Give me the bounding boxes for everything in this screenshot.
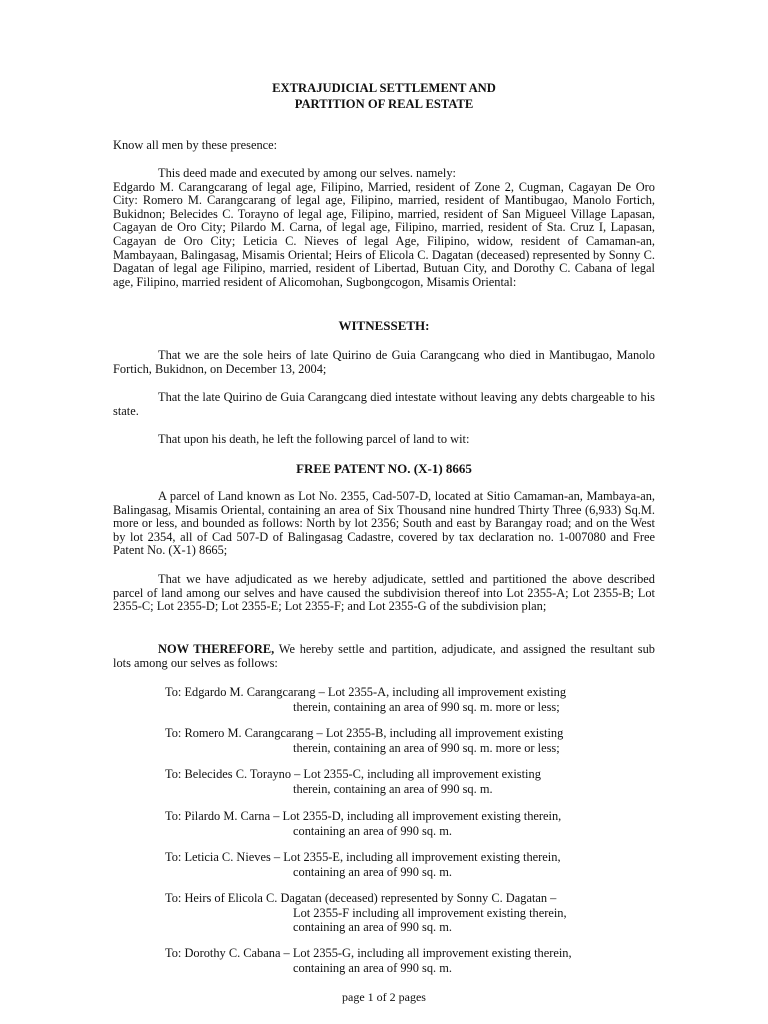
- allocation-continuation: containing an area of 990 sq. m.: [293, 864, 452, 879]
- allocation-item: [165, 850, 665, 879]
- intro-line: This deed made and executed by among our selves. namely:: [158, 166, 456, 180]
- allocation-continuation: containing an area of 990 sq. m.: [293, 920, 452, 935]
- paragraph-adjudication: That we have adjudicated as we hereby adjudicate, settled and partitioned the above described parcel of land among our selves and have caused the subdivision thereof into Lot 2355-A; Lot 2355-B; Lot 2355-C; Lot 2355-D; Lot 2355-E; Lot 2355-F; and Lot 2355-G of the subdivision plan;: [113, 572, 655, 614]
- allocation-item: [165, 946, 665, 975]
- now-therefore-text: We hereby settle and partition, adjudicate, and assigned the resultant sub lots among our selves as follows:: [113, 642, 656, 670]
- allocation-line: To: Edgardo M. Carangcarang – Lot 2355-A, including all improvement existing: [165, 685, 567, 699]
- allocation-line: To: Leticia C. Nieves – Lot 2355-E, including all improvement existing therein,: [165, 850, 561, 864]
- allocation-item: [165, 726, 665, 755]
- allocation-item: [165, 809, 665, 838]
- allocation-continuation: containing an area of 990 sq. m.: [293, 960, 452, 975]
- allocation-continuation: therein, containing an area of 990 sq. m.: [293, 781, 493, 796]
- parties-text: Edgardo M. Carangcarang of legal age, Filipino, Married, resident of Zone 2, Cugman, Cagayan De Oro City: Romero M. Carangcarang of legal age, Filipino, married, resident of Mantibugao, Manolo Fortich, Bukidnon; Belecides C. Torayno of legal age, Filipino, married, resident of San Migueel Village Lapasan, Cagayan de Oro City; Pilardo M. Carna, of legal age, Filipino, married, resident of Sta. Cruz I, Lapasan, Cagayan de Oro City; Leticia C. Nieves of legal Age, Filipino, widow, resident of Camaman-an, Mambayaan, Balingasag, Misamis Oriental; Heirs of Elicola C. Dagatan (deceased) represented by Sonny C. Dagatan of legal age Filipino, married, resident of Libertad, Butuan City, and Dorothy C. Cabana of legal age, Filipino, married resident of Alicomohan, Sugbongcogon, Misamis Oriental:: [113, 179, 655, 289]
- now-therefore-lead: NOW THEREFORE,: [158, 642, 275, 656]
- allocation-line: To: Belecides C. Torayno – Lot 2355-C, including all improvement existing: [165, 767, 541, 781]
- allocation-continuation: containing an area of 990 sq. m.: [293, 823, 452, 838]
- allocation-line: To: Dorothy C. Cabana – Lot 2355-G, including all improvement existing therein,: [165, 946, 572, 960]
- paragraph-intestate: That the late Quirino de Guia Carangcang died intestate without leaving any debts chargeable to his state.: [113, 390, 655, 418]
- allocation-line: To: Romero M. Carangcarang – Lot 2355-B, including all improvement existing: [165, 726, 564, 740]
- allocation-continuation: Lot 2355-F including all improvement existing therein,: [293, 905, 567, 920]
- paragraph-parcel-intro: That upon his death, he left the following parcel of land to wit:: [158, 432, 470, 446]
- title-line-1: EXTRAJUDICIAL SETTLEMENT AND: [272, 81, 496, 95]
- paragraph-parcel-description: A parcel of Land known as Lot No. 2355, Cad-507-D, located at Sitio Camaman-an, Mambaya-an, Balingasag, Misamis Oriental, containing an area of Six Thousand nine hundred Thirty Three (6,933) Sq.M. more or less, and bounded as follows: North by lot 2356; South and east by Barangay road; and on the West by lot 2354, all of Cad 507-D of Balingasag Cadastre, covered by tax declaration no. 1-007080 and Free Patent No. (X-1) 8665;: [113, 489, 655, 558]
- page-footer: page 1 of 2 pages: [342, 990, 426, 1004]
- title-line-2: PARTITION OF REAL ESTATE: [294, 97, 474, 111]
- paragraph-sole-heirs: That we are the sole heirs of late Quirino de Guia Carangcang who died in Mantibugao, Manolo Fortich, Bukidnon, on December 13, 2004;: [113, 348, 655, 376]
- allocation-continuation: therein, containing an area of 990 sq. m. more or less;: [293, 740, 560, 755]
- allocation-continuation: therein, containing an area of 990 sq. m. more or less;: [293, 699, 560, 714]
- allocation-line: To: Heirs of Elicola C. Dagatan (deceased) represented by Sonny C. Dagatan –: [165, 891, 557, 905]
- paragraph-now-therefore: [113, 643, 655, 670]
- allocation-item: [165, 767, 665, 796]
- patent-heading: FREE PATENT NO. (X-1) 8665: [296, 461, 472, 476]
- allocation-item: [165, 891, 665, 935]
- allocation-item: [165, 685, 665, 714]
- allocation-line: To: Pilardo M. Carna – Lot 2355-D, including all improvement existing therein,: [165, 809, 562, 823]
- witnesseth-heading: WITNESSETH:: [338, 318, 430, 333]
- intro-paragraph: [113, 167, 655, 289]
- document-title: [113, 80, 655, 112]
- salutation: Know all men by these presence:: [113, 138, 278, 152]
